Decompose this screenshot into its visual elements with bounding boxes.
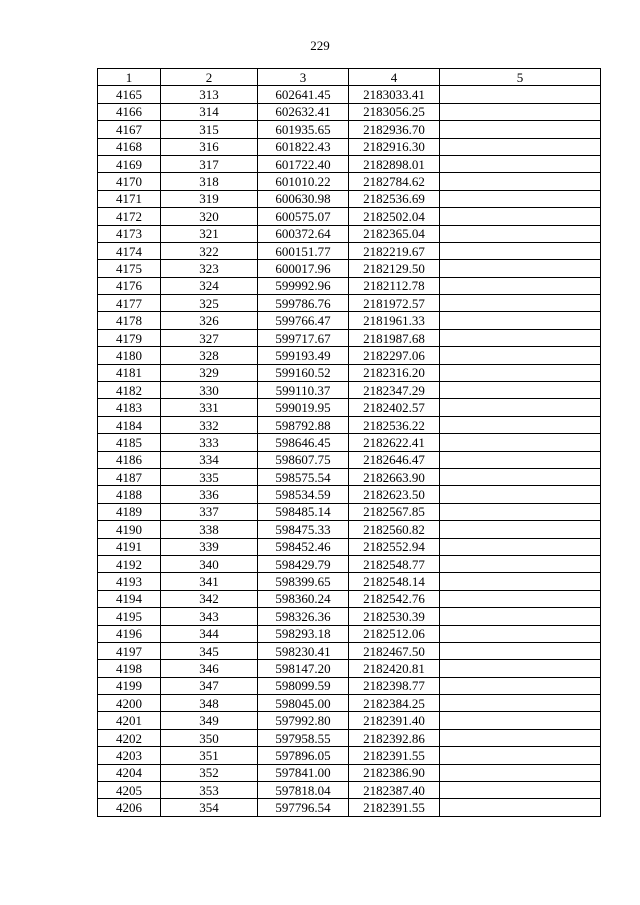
table-cell-col-2: 324 [161, 277, 258, 294]
table-cell-col-4: 2183056.25 [349, 103, 440, 120]
table-cell-col-2: 342 [161, 590, 258, 607]
table-cell-col-1: 4206 [98, 799, 161, 816]
table-cell-col-1: 4196 [98, 625, 161, 642]
table-cell-col-2: 349 [161, 712, 258, 729]
table-cell-col-4: 2182297.06 [349, 347, 440, 364]
table-row [98, 208, 601, 225]
table-cell-col-4: 2182560.82 [349, 521, 440, 538]
table-cell-col-1: 4173 [98, 225, 161, 242]
table-row [98, 329, 601, 346]
table-cell-col-5 [440, 434, 601, 451]
table-cell-col-1: 4187 [98, 468, 161, 485]
table-cell-col-3: 598099.59 [258, 677, 349, 694]
table-cell-col-4: 2182387.40 [349, 782, 440, 799]
table-cell-col-2: 341 [161, 573, 258, 590]
table-row [98, 695, 601, 712]
table-cell-col-2: 328 [161, 347, 258, 364]
table-cell-col-2: 337 [161, 503, 258, 520]
table-cell-col-2: 313 [161, 86, 258, 103]
table-cell-col-3: 601822.43 [258, 138, 349, 155]
table-row [98, 364, 601, 381]
table-cell-col-4: 2182467.50 [349, 642, 440, 659]
table-cell-col-1: 4191 [98, 538, 161, 555]
table-cell-col-5 [440, 86, 601, 103]
table-row [98, 625, 601, 642]
table-cell-col-2: 317 [161, 155, 258, 172]
table-cell-col-5 [440, 451, 601, 468]
table-cell-col-2: 344 [161, 625, 258, 642]
table-cell-col-2: 334 [161, 451, 258, 468]
table-cell-col-4: 2182129.50 [349, 260, 440, 277]
table-cell-col-1: 4174 [98, 242, 161, 259]
table-cell-col-3: 602641.45 [258, 86, 349, 103]
table-cell-col-1: 4197 [98, 642, 161, 659]
table-cell-col-2: 320 [161, 208, 258, 225]
table-cell-col-3: 602632.41 [258, 103, 349, 120]
table-cell-col-2: 343 [161, 608, 258, 625]
table-row [98, 642, 601, 659]
table-row [98, 660, 601, 677]
table-cell-col-4: 2182392.86 [349, 729, 440, 746]
table-cell-col-4: 2182542.76 [349, 590, 440, 607]
table-cell-col-3: 600630.98 [258, 190, 349, 207]
table-cell-col-4: 2182622.41 [349, 434, 440, 451]
table-row [98, 173, 601, 190]
table-row [98, 573, 601, 590]
table-cell-col-3: 598575.54 [258, 468, 349, 485]
table-cell-col-1: 4170 [98, 173, 161, 190]
table-row [98, 138, 601, 155]
table-cell-col-4: 2181961.33 [349, 312, 440, 329]
table-cell-col-5 [440, 103, 601, 120]
table-cell-col-3: 598475.33 [258, 521, 349, 538]
table-cell-col-3: 599019.95 [258, 399, 349, 416]
table-cell-col-3: 601010.22 [258, 173, 349, 190]
page-number: 229 [310, 38, 330, 53]
table-cell-col-1: 4169 [98, 155, 161, 172]
table-cell-col-5 [440, 538, 601, 555]
table-row [98, 416, 601, 433]
table-cell-col-2: 353 [161, 782, 258, 799]
column-header-3: 3 [258, 69, 349, 86]
table-cell-col-1: 4180 [98, 347, 161, 364]
table-cell-col-2: 335 [161, 468, 258, 485]
table-row [98, 764, 601, 781]
table-cell-col-2: 346 [161, 660, 258, 677]
table-cell-col-1: 4202 [98, 729, 161, 746]
table-cell-col-2: 340 [161, 555, 258, 572]
table-cell-col-2: 348 [161, 695, 258, 712]
table-cell-col-4: 2182512.06 [349, 625, 440, 642]
table-cell-col-1: 4203 [98, 747, 161, 764]
column-header-1: 1 [98, 69, 161, 86]
table-cell-col-3: 599992.96 [258, 277, 349, 294]
table-cell-col-5 [440, 573, 601, 590]
table-row [98, 295, 601, 312]
table-cell-col-3: 597818.04 [258, 782, 349, 799]
table-cell-col-1: 4192 [98, 555, 161, 572]
table-row [98, 103, 601, 120]
table-cell-col-3: 598429.79 [258, 555, 349, 572]
table-row [98, 399, 601, 416]
table-row [98, 260, 601, 277]
table-cell-col-1: 4184 [98, 416, 161, 433]
table-cell-col-5 [440, 190, 601, 207]
table-cell-col-5 [440, 747, 601, 764]
table-row [98, 347, 601, 364]
table-cell-col-2: 325 [161, 295, 258, 312]
table-cell-col-2: 354 [161, 799, 258, 816]
table-cell-col-5 [440, 399, 601, 416]
table-cell-col-1: 4166 [98, 103, 161, 120]
table-cell-col-3: 601935.65 [258, 121, 349, 138]
column-header-2: 2 [161, 69, 258, 86]
table-cell-col-2: 333 [161, 434, 258, 451]
table-cell-col-5 [440, 260, 601, 277]
table-row [98, 712, 601, 729]
table-cell-col-2: 329 [161, 364, 258, 381]
table-row [98, 190, 601, 207]
table-cell-col-5 [440, 173, 601, 190]
table-cell-col-1: 4205 [98, 782, 161, 799]
table-cell-col-4: 2182391.55 [349, 747, 440, 764]
table-cell-col-3: 601722.40 [258, 155, 349, 172]
table-cell-col-5 [440, 521, 601, 538]
table-row [98, 486, 601, 503]
table-cell-col-4: 2182784.62 [349, 173, 440, 190]
table-cell-col-3: 600575.07 [258, 208, 349, 225]
table-row [98, 555, 601, 572]
table-cell-col-5 [440, 155, 601, 172]
table-cell-col-5 [440, 764, 601, 781]
table-cell-col-5 [440, 625, 601, 642]
table-cell-col-5 [440, 242, 601, 259]
table-cell-col-3: 597958.55 [258, 729, 349, 746]
table-cell-col-1: 4171 [98, 190, 161, 207]
table-cell-col-1: 4193 [98, 573, 161, 590]
table-cell-col-5 [440, 695, 601, 712]
table-cell-col-5 [440, 712, 601, 729]
table-cell-col-4: 2182386.90 [349, 764, 440, 781]
table-cell-col-1: 4189 [98, 503, 161, 520]
table-cell-col-1: 4178 [98, 312, 161, 329]
table-row [98, 747, 601, 764]
table-cell-col-4: 2182391.55 [349, 799, 440, 816]
table-row [98, 782, 601, 799]
table-row [98, 121, 601, 138]
table-cell-col-2: 336 [161, 486, 258, 503]
table-cell-col-1: 4177 [98, 295, 161, 312]
table-cell-col-2: 322 [161, 242, 258, 259]
table-cell-col-1: 4181 [98, 364, 161, 381]
table-cell-col-4: 2182916.30 [349, 138, 440, 155]
table-cell-col-1: 4179 [98, 329, 161, 346]
table-cell-col-2: 345 [161, 642, 258, 659]
column-header-4: 4 [349, 69, 440, 86]
table-cell-col-4: 2181987.68 [349, 329, 440, 346]
table-cell-col-3: 598360.24 [258, 590, 349, 607]
table-cell-col-3: 600017.96 [258, 260, 349, 277]
table-cell-col-5 [440, 729, 601, 746]
table-cell-col-2: 321 [161, 225, 258, 242]
table-cell-col-1: 4165 [98, 86, 161, 103]
table-cell-col-1: 4195 [98, 608, 161, 625]
table-cell-col-5 [440, 121, 601, 138]
table-cell-col-4: 2182530.39 [349, 608, 440, 625]
table-row [98, 242, 601, 259]
table-cell-col-1: 4204 [98, 764, 161, 781]
table-cell-col-2: 352 [161, 764, 258, 781]
table-row [98, 590, 601, 607]
table-cell-col-4: 2182347.29 [349, 382, 440, 399]
table-cell-col-2: 330 [161, 382, 258, 399]
table-cell-col-3: 598452.46 [258, 538, 349, 555]
table-cell-col-3: 598045.00 [258, 695, 349, 712]
table-cell-col-4: 2182898.01 [349, 155, 440, 172]
table-cell-col-5 [440, 138, 601, 155]
table-cell-col-5 [440, 782, 601, 799]
table-cell-col-3: 598646.45 [258, 434, 349, 451]
table-cell-col-2: 318 [161, 173, 258, 190]
table-cell-col-4: 2183033.41 [349, 86, 440, 103]
table-cell-col-4: 2182663.90 [349, 468, 440, 485]
table-cell-col-4: 2182384.25 [349, 695, 440, 712]
table-cell-col-4: 2182402.57 [349, 399, 440, 416]
table-row [98, 155, 601, 172]
table-cell-col-5 [440, 295, 601, 312]
table-cell-col-4: 2182536.69 [349, 190, 440, 207]
table-cell-col-3: 597796.54 [258, 799, 349, 816]
table-cell-col-4: 2182398.77 [349, 677, 440, 694]
table-cell-col-5 [440, 608, 601, 625]
table-cell-col-3: 599717.67 [258, 329, 349, 346]
table-cell-col-5 [440, 208, 601, 225]
table-cell-col-2: 339 [161, 538, 258, 555]
coordinates-table [97, 68, 601, 817]
table-cell-col-2: 315 [161, 121, 258, 138]
table-cell-col-5 [440, 468, 601, 485]
table-cell-col-3: 597992.80 [258, 712, 349, 729]
table-cell-col-4: 2182646.47 [349, 451, 440, 468]
table-cell-col-3: 599160.52 [258, 364, 349, 381]
table-cell-col-3: 597841.00 [258, 764, 349, 781]
table-cell-col-4: 2182112.78 [349, 277, 440, 294]
table-row [98, 468, 601, 485]
table-cell-col-2: 332 [161, 416, 258, 433]
table-row [98, 382, 601, 399]
table-cell-col-4: 2181972.57 [349, 295, 440, 312]
table-cell-col-1: 4198 [98, 660, 161, 677]
header-row [98, 69, 601, 86]
table-cell-col-2: 314 [161, 103, 258, 120]
table-cell-col-1: 4183 [98, 399, 161, 416]
table-row [98, 312, 601, 329]
table-cell-col-4: 2182548.77 [349, 555, 440, 572]
table-cell-col-2: 327 [161, 329, 258, 346]
table-cell-col-1: 4182 [98, 382, 161, 399]
table-cell-col-1: 4194 [98, 590, 161, 607]
table-cell-col-4: 2182391.40 [349, 712, 440, 729]
table-row [98, 451, 601, 468]
table-row [98, 677, 601, 694]
table-row [98, 503, 601, 520]
table-cell-col-2: 319 [161, 190, 258, 207]
table-cell-col-4: 2182548.14 [349, 573, 440, 590]
table-cell-col-3: 597896.05 [258, 747, 349, 764]
table-row [98, 729, 601, 746]
table-cell-col-2: 316 [161, 138, 258, 155]
table-cell-col-4: 2182219.67 [349, 242, 440, 259]
table-cell-col-4: 2182536.22 [349, 416, 440, 433]
table-cell-col-3: 598792.88 [258, 416, 349, 433]
table-cell-col-5 [440, 382, 601, 399]
table-cell-col-1: 4188 [98, 486, 161, 503]
table-cell-col-1: 4175 [98, 260, 161, 277]
table-cell-col-4: 2182552.94 [349, 538, 440, 555]
table-body [98, 86, 601, 816]
table-cell-col-1: 4176 [98, 277, 161, 294]
table-cell-col-3: 598534.59 [258, 486, 349, 503]
table-cell-col-2: 331 [161, 399, 258, 416]
table-cell-col-2: 323 [161, 260, 258, 277]
table-row [98, 277, 601, 294]
table-cell-col-5 [440, 347, 601, 364]
table-cell-col-1: 4168 [98, 138, 161, 155]
table-cell-col-4: 2182936.70 [349, 121, 440, 138]
table-cell-col-4: 2182502.04 [349, 208, 440, 225]
table-cell-col-3: 598147.20 [258, 660, 349, 677]
table-cell-col-4: 2182420.81 [349, 660, 440, 677]
table-cell-col-5 [440, 555, 601, 572]
table-cell-col-1: 4167 [98, 121, 161, 138]
column-header-5: 5 [440, 69, 601, 86]
table-cell-col-3: 598230.41 [258, 642, 349, 659]
table-row [98, 538, 601, 555]
table-cell-col-1: 4186 [98, 451, 161, 468]
table-cell-col-4: 2182623.50 [349, 486, 440, 503]
table-cell-col-5 [440, 312, 601, 329]
table-cell-col-3: 600372.64 [258, 225, 349, 242]
table-row [98, 521, 601, 538]
table-cell-col-5 [440, 486, 601, 503]
table-cell-col-5 [440, 677, 601, 694]
table-cell-col-5 [440, 364, 601, 381]
table-header [98, 69, 601, 86]
table-cell-col-3: 599786.76 [258, 295, 349, 312]
table-cell-col-3: 598293.18 [258, 625, 349, 642]
table-cell-col-5 [440, 590, 601, 607]
table-cell-col-1: 4200 [98, 695, 161, 712]
table-cell-col-3: 598326.36 [258, 608, 349, 625]
table-cell-col-3: 598399.65 [258, 573, 349, 590]
table-cell-col-4: 2182316.20 [349, 364, 440, 381]
table-cell-col-4: 2182365.04 [349, 225, 440, 242]
table-cell-col-5 [440, 642, 601, 659]
table-cell-col-1: 4185 [98, 434, 161, 451]
table-cell-col-3: 599766.47 [258, 312, 349, 329]
table-row [98, 608, 601, 625]
table-cell-col-5 [440, 799, 601, 816]
table-cell-col-1: 4172 [98, 208, 161, 225]
table-cell-col-5 [440, 277, 601, 294]
table-cell-col-2: 347 [161, 677, 258, 694]
table-cell-col-5 [440, 416, 601, 433]
table-cell-col-4: 2182567.85 [349, 503, 440, 520]
table-cell-col-1: 4190 [98, 521, 161, 538]
table-cell-col-1: 4199 [98, 677, 161, 694]
table-row [98, 799, 601, 816]
table-cell-col-5 [440, 503, 601, 520]
table-row [98, 86, 601, 103]
table-cell-col-3: 598485.14 [258, 503, 349, 520]
table-cell-col-5 [440, 660, 601, 677]
table-cell-col-3: 599193.49 [258, 347, 349, 364]
table-cell-col-2: 351 [161, 747, 258, 764]
table-cell-col-3: 598607.75 [258, 451, 349, 468]
table-row [98, 225, 601, 242]
table-row [98, 434, 601, 451]
table-cell-col-2: 338 [161, 521, 258, 538]
table-cell-col-1: 4201 [98, 712, 161, 729]
table-cell-col-5 [440, 225, 601, 242]
table-cell-col-3: 600151.77 [258, 242, 349, 259]
table-cell-col-2: 350 [161, 729, 258, 746]
table-cell-col-2: 326 [161, 312, 258, 329]
table-cell-col-5 [440, 329, 601, 346]
table-cell-col-3: 599110.37 [258, 382, 349, 399]
